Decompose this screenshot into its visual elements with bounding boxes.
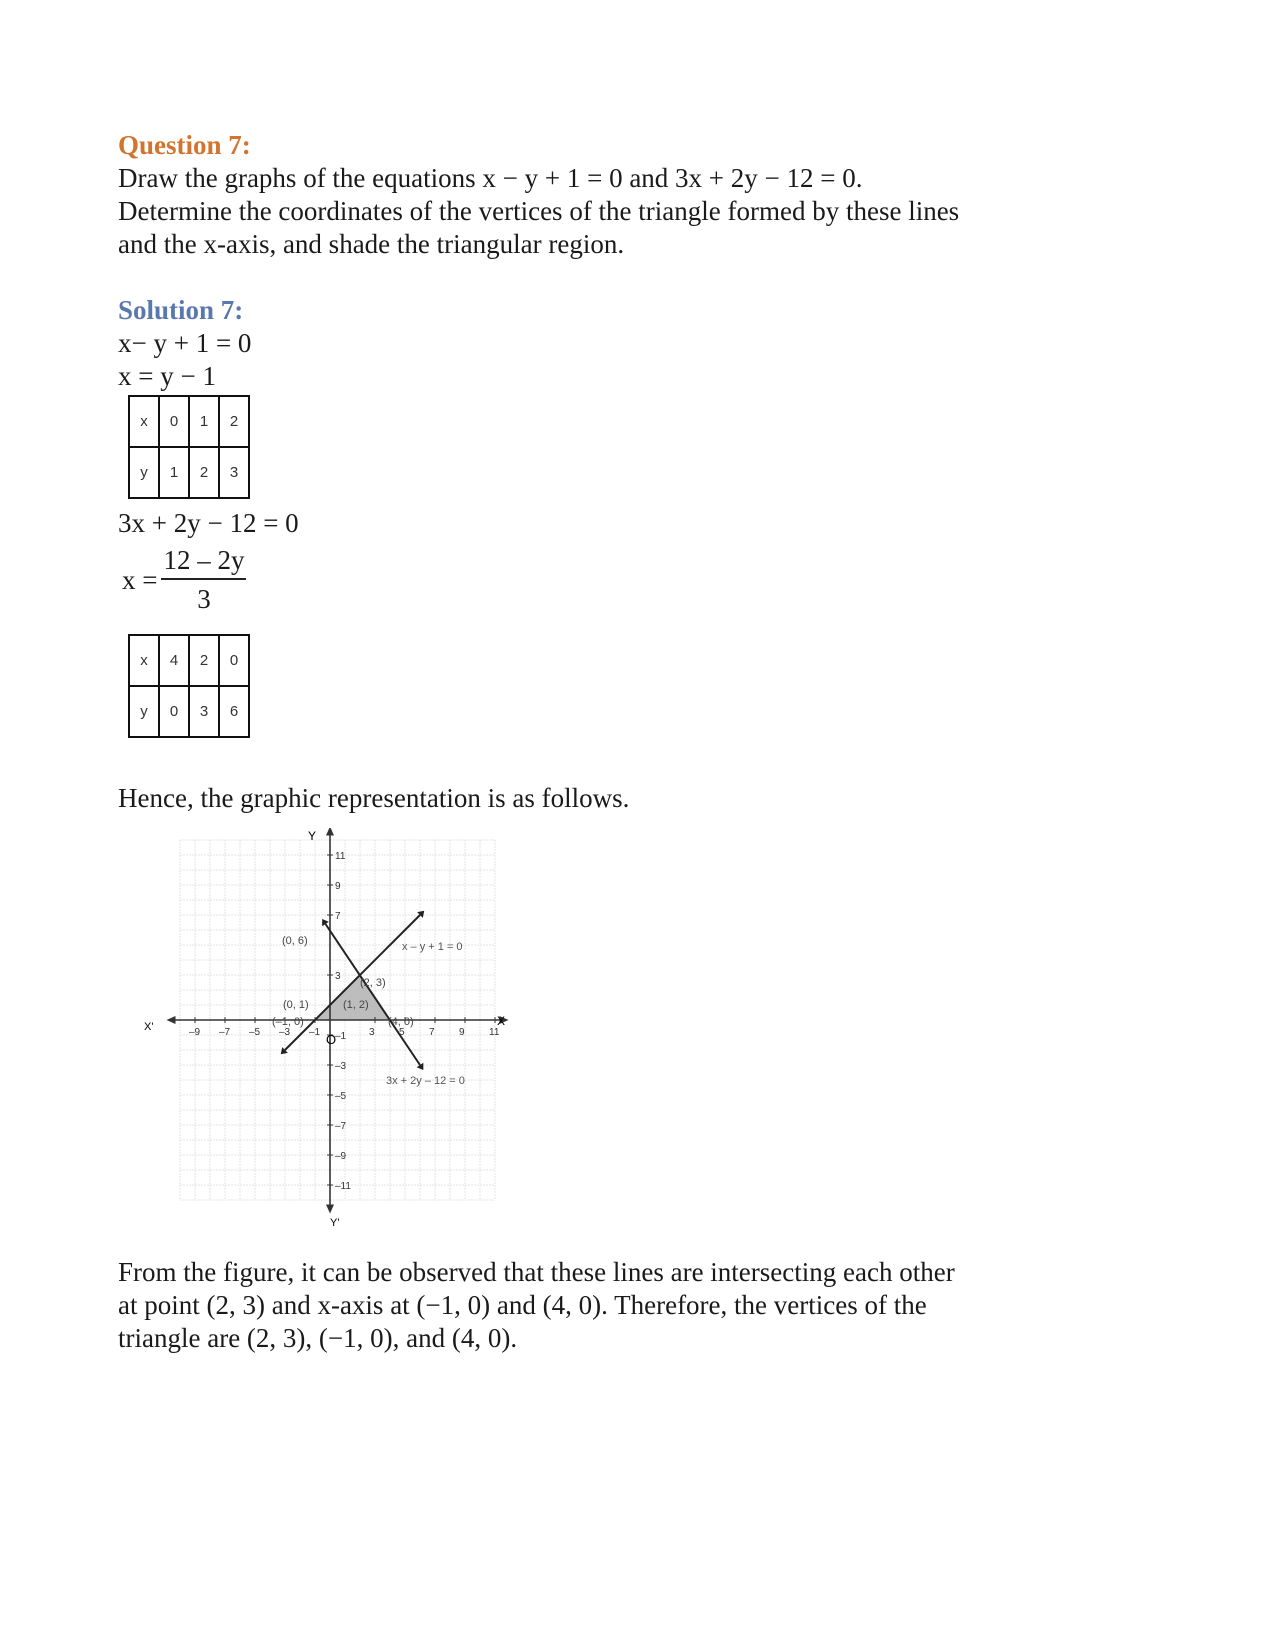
x-neg-axis-arrow	[167, 1016, 176, 1024]
table-row	[129, 686, 249, 737]
x-tick-label: 5	[399, 1027, 405, 1038]
point-label: (0, 1)	[283, 999, 309, 1011]
table-cell: 6	[219, 686, 249, 737]
table-cell: 0	[219, 635, 249, 686]
point-label: (–1, 0)	[272, 1016, 304, 1028]
x-tick-label: 7	[429, 1027, 435, 1038]
table-cell: 2	[189, 635, 219, 686]
x-tick-label: 9	[459, 1027, 465, 1038]
y-axis-arrow	[326, 828, 334, 836]
y-tick-label: 3	[335, 971, 341, 982]
values-table-1	[128, 395, 250, 499]
table-cell: 2	[189, 447, 219, 498]
line-label-2: 3x + 2y – 12 = 0	[386, 1075, 465, 1087]
point-label: (0, 6)	[282, 935, 308, 947]
table-row	[129, 396, 249, 447]
conclusion-line-1: From the figure, it can be observed that these lines are intersecting each other	[118, 1257, 955, 1287]
table-cell: 4	[159, 635, 189, 686]
table-cell: 1	[159, 447, 189, 498]
question-line-2: Determine the coordinates of the vertices of the triangle formed by these lines	[118, 196, 960, 226]
point-label: (1, 2)	[343, 999, 369, 1011]
line-label-1: x – y + 1 = 0	[402, 941, 463, 953]
fraction-expression	[122, 544, 1038, 616]
y-axis-label: Y	[308, 829, 317, 843]
equation-1-rearranged: x = y − 1	[118, 361, 216, 391]
hence-text: Hence, the graphic representation is as follows.	[118, 783, 630, 813]
y-neg-axis-label: Y'	[330, 1217, 340, 1228]
table-row	[129, 447, 249, 498]
y-tick-label: 9	[335, 881, 341, 892]
y-tick-label: –9	[335, 1151, 347, 1162]
y-tick-label: –3	[335, 1061, 347, 1072]
x-tick-label: 3	[369, 1027, 375, 1038]
table-cell: 2	[219, 396, 249, 447]
conclusion-line-2: at point (2, 3) and x-axis at (−1, 0) and (4, 0). Therefore, the vertices of the	[118, 1290, 927, 1320]
point-label: (2, 3)	[360, 977, 386, 989]
table-cell: 3	[219, 447, 249, 498]
origin-label: O	[326, 1032, 337, 1047]
table-cell: 0	[159, 396, 189, 447]
point-label: (4, 0)	[388, 1016, 414, 1028]
x-tick-label: –3	[279, 1027, 291, 1038]
question-line-3: and the x-axis, and shade the triangular region.	[118, 229, 625, 259]
equation-2: 3x + 2y − 12 = 0	[118, 508, 299, 538]
equation-1: x− y + 1 = 0	[118, 328, 252, 358]
x-axis-label: X	[497, 1014, 506, 1028]
y-neg-axis-arrow	[326, 1205, 334, 1214]
fraction-numerator: 12 – 2y	[161, 544, 246, 580]
graph-ticks	[189, 851, 500, 1192]
y-tick-label: –11	[335, 1181, 351, 1192]
table-cell: y	[129, 686, 159, 737]
table-row	[129, 635, 249, 686]
x-tick-label: –9	[189, 1027, 201, 1038]
table-cell: x	[129, 635, 159, 686]
x-tick-label: –7	[219, 1027, 231, 1038]
x-tick-label: 11	[489, 1027, 500, 1038]
question-line-1: Draw the graphs of the equations x − y + 1 = 0 and 3x + 2y − 12 = 0.	[118, 163, 863, 193]
table-cell: y	[129, 447, 159, 498]
x-tick-label: –1	[309, 1027, 321, 1038]
table-cell: 1	[189, 396, 219, 447]
fraction-lhs: x =	[122, 564, 158, 595]
y-tick-label: 11	[335, 851, 346, 862]
question-heading: Question 7:	[118, 130, 251, 160]
table-cell: x	[129, 396, 159, 447]
conclusion-line-3: triangle are (2, 3), (−1, 0), and (4, 0).	[118, 1323, 518, 1353]
table-cell: 0	[159, 686, 189, 737]
table-cell: 3	[189, 686, 219, 737]
y-tick-label: –7	[335, 1121, 347, 1132]
x-tick-label: –5	[249, 1027, 261, 1038]
document-body	[118, 128, 1038, 815]
y-tick-label: 7	[335, 911, 341, 922]
solution-heading: Solution 7:	[118, 295, 244, 325]
fraction-denominator: 3	[197, 584, 211, 614]
y-tick-label: –1	[335, 1031, 347, 1042]
graph-figure	[140, 828, 540, 1228]
values-table-2	[128, 634, 250, 738]
y-tick-label: –5	[335, 1091, 347, 1102]
x-neg-axis-label: X'	[144, 1021, 154, 1033]
conclusion	[118, 1256, 1038, 1355]
